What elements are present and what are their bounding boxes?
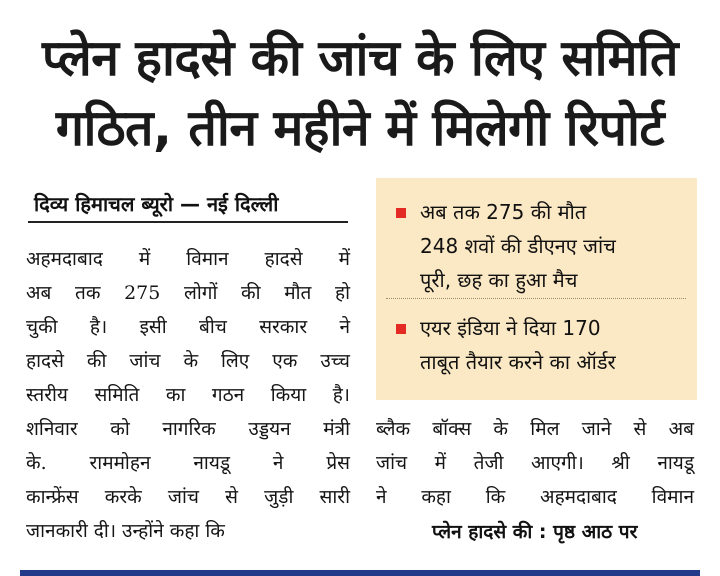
highlight-separator [386,298,686,299]
highlight-1-line: अब तक 275 की मौत [420,200,587,224]
headline-line-2: गठित, तीन महीने में मिलेगी रिपोर्ट [55,99,665,157]
body-left-line: चुकी है। इसी बीच सरकार ने [26,316,350,338]
body-left-line: जानकारी दी। उन्होंने कहा कि [26,520,225,542]
body-right-line: ब्लैक बॉक्स के मिल जाने से अब [376,418,694,440]
body-left-line: स्तरीय समिति का गठन किया है। [26,384,350,406]
highlight-2-line: ताबूत तैयार करने का ऑर्डर [420,350,616,374]
body-left-line: अब तक 275 लोगों की मौत हो [26,282,350,304]
body-right-line: जांच में तेजी आएगी। श्री नायडू [376,452,694,474]
highlight-1-line: पूरी, छह का हुआ मैच [420,268,578,292]
body-right-line: ने कहा कि अहमदाबाद विमान [376,486,694,508]
red-square-bullet-icon [396,208,406,218]
body-left-line: शनिवार को नागरिक उड्डयन मंत्री [26,418,350,440]
headline-line-1: प्लेन हादसे की जांच के लिए समिति [42,29,678,87]
byline: दिव्य हिमाचल ब्यूरो — नई दिल्ली [34,192,279,216]
body-left-line: कान्फ्रेंस करके जांच से जुड़ी सारी [26,486,350,508]
body-left-line: हादसे की जांच के लिए एक उच्च [26,350,350,372]
red-square-bullet-icon [396,324,406,334]
highlight-1-line: 248 शवों की डीएनए जांच [420,234,616,258]
highlight-2-line: एयर इंडिया ने दिया 170 [420,316,601,340]
body-left-line: के. राममोहन नायडू ने प्रेस [26,452,350,474]
bottom-rule [20,570,700,576]
byline-underline [28,221,348,223]
continued-on-page-note: प्लेन हादसे की : पृष्ठ आठ पर [432,521,638,543]
body-left-line: अहमदाबाद में विमान हादसे में [26,248,350,270]
